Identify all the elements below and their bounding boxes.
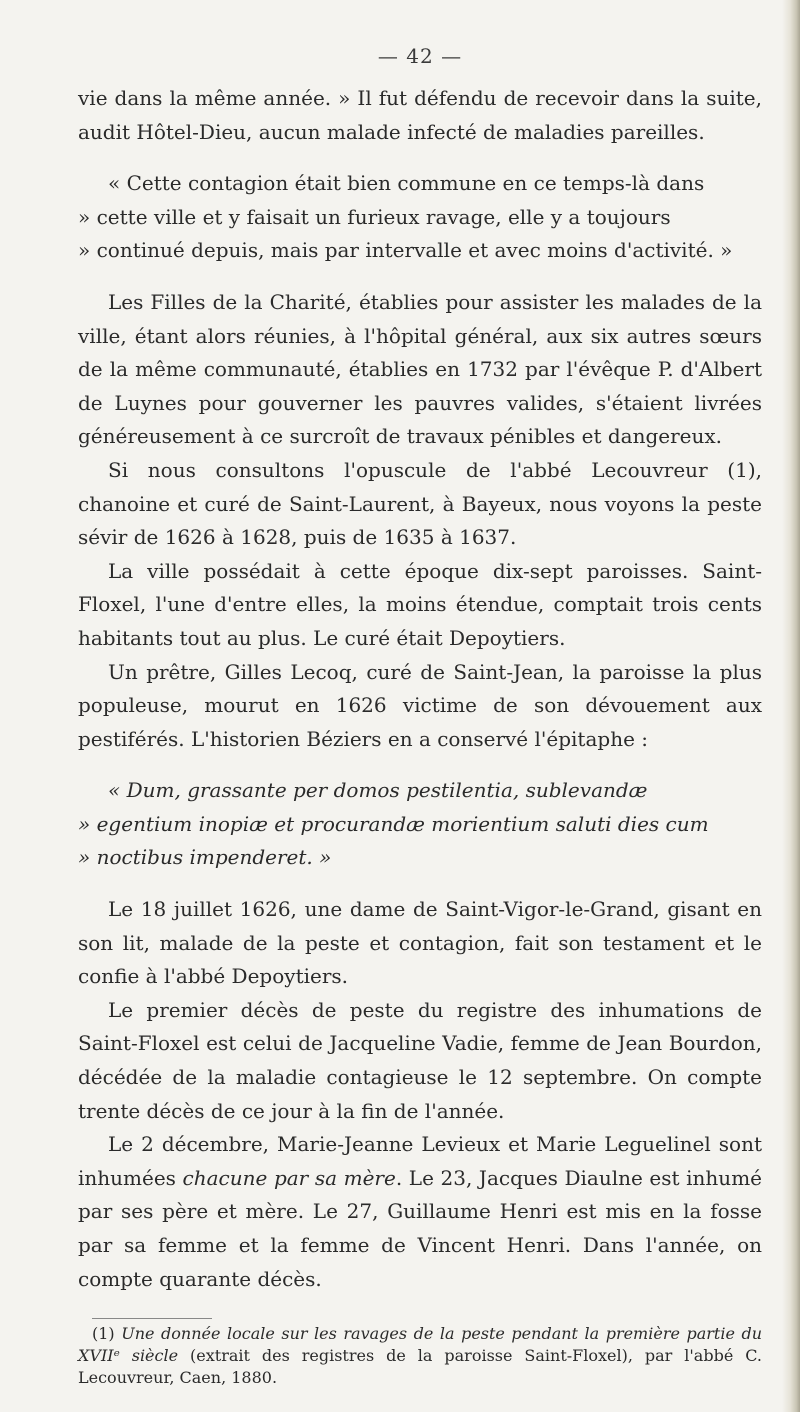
quote-contagion <box>78 167 762 268</box>
epitaph-line: » egentium inopiæ et procurandæ morientium saluti dies cum <box>78 811 709 836</box>
paragraph-gilles-lecoq: Un prêtre, Gilles Lecoq, curé de Saint-Jean, la paroisse la plus populeuse, mourut en 1626 victime de son dévouement aux pestiférés. L'historien Béziers en a conservé l'épitaphe : <box>78 659 762 751</box>
text-run: Le 2 décembre, Marie-Jeanne Levieux et Marie Leguelinel sont inhumées <box>78 1132 762 1190</box>
text-run: . Le 23, Jacques Diaulne est inhumé par ses père et mère. Le 27, Guillaume Henri est mis en la fosse par sa femme et la femme de Vincent Henri. Dans l'année, on compte quarante décès. <box>78 1165 762 1291</box>
paragraph-paroisses: La ville possédait à cette époque dix-sept paroisses. Saint-Floxel, l'une d'entre elles, la moins étendue, comptait trois cents habitants tout au plus. Le curé était Depoytiers. <box>78 558 762 650</box>
footnote-marker: (1) <box>92 1324 122 1344</box>
page <box>78 0 762 1389</box>
paragraph-premier-deces: Le premier décès de peste du registre des inhumations de Saint-Floxel est celui de Jacqueline Vadie, femme de Jean Bourdon, décédée de la maladie contagieuse le 12 septembre. On compte trente décès de ce jour à la fin de l'année. <box>78 997 762 1123</box>
epitaph-line: « Dum, grassante per domos pestilentia, sublevandæ <box>108 778 648 803</box>
paragraph-continuation: vie dans la même année. » Il fut défendu de recevoir dans la suite, audit Hôtel-Dieu, aucun malade infecté de maladies pareilles. <box>78 86 762 144</box>
paragraph-testament: Le 18 juillet 1626, une dame de Saint-Vigor-le-Grand, gisant en son lit, malade de la peste et contagion, fait son testament et le confie à l'abbé Depoytiers. <box>78 897 762 989</box>
paragraph-lecouvreur: Si nous consultons l'opuscule de l'abbé Lecouvreur (1), chanoine et curé de Saint-Laurent, à Bayeux, nous voyons la peste sévir de 1626 à 1628, puis de 1635 à 1637. <box>78 457 762 550</box>
quote-line: « Cette contagion était bien commune en ce temps-là dans <box>108 171 705 196</box>
footnote-text <box>78 1323 762 1389</box>
footnote-rest: (extrait des registres de la paroisse Saint-Floxel), par l'abbé C. Lecouvreur, Caen, 1880. <box>78 1346 762 1388</box>
footnote-rule <box>92 1318 212 1319</box>
footnote <box>78 1323 762 1389</box>
footnote-title: Une donnée locale sur les ravages de la peste pendant la première partie du XVIIᵉ siècle <box>78 1324 763 1366</box>
quote-line: » continué depuis, mais par intervalle et avec moins d'activité. » <box>78 238 733 263</box>
epitaph-quote <box>78 774 762 875</box>
paragraph-inhumations <box>78 1128 762 1296</box>
page-number: — 42 — <box>377 44 463 68</box>
book-spine-shadow <box>782 0 800 1412</box>
quote-line: » cette ville et y faisait un furieux ravage, elle y a toujours <box>78 204 671 229</box>
italic-run: chacune par sa mère <box>182 1165 396 1190</box>
epitaph-line: » noctibus impenderet. » <box>78 845 332 870</box>
paragraph-filles-charite: Les Filles de la Charité, établies pour assister les malades de la ville, étant alors réunies, à l'hôpital général, aux six autres sœurs de la même communauté, établies en 1732 par l'évêque P. d'Albert de Luynes pour gouverner les pauvres valides, s'étaient livrées généreusement à ce surcroît de travaux pénibles et dangereux. <box>78 289 762 449</box>
main-text <box>78 82 762 1296</box>
